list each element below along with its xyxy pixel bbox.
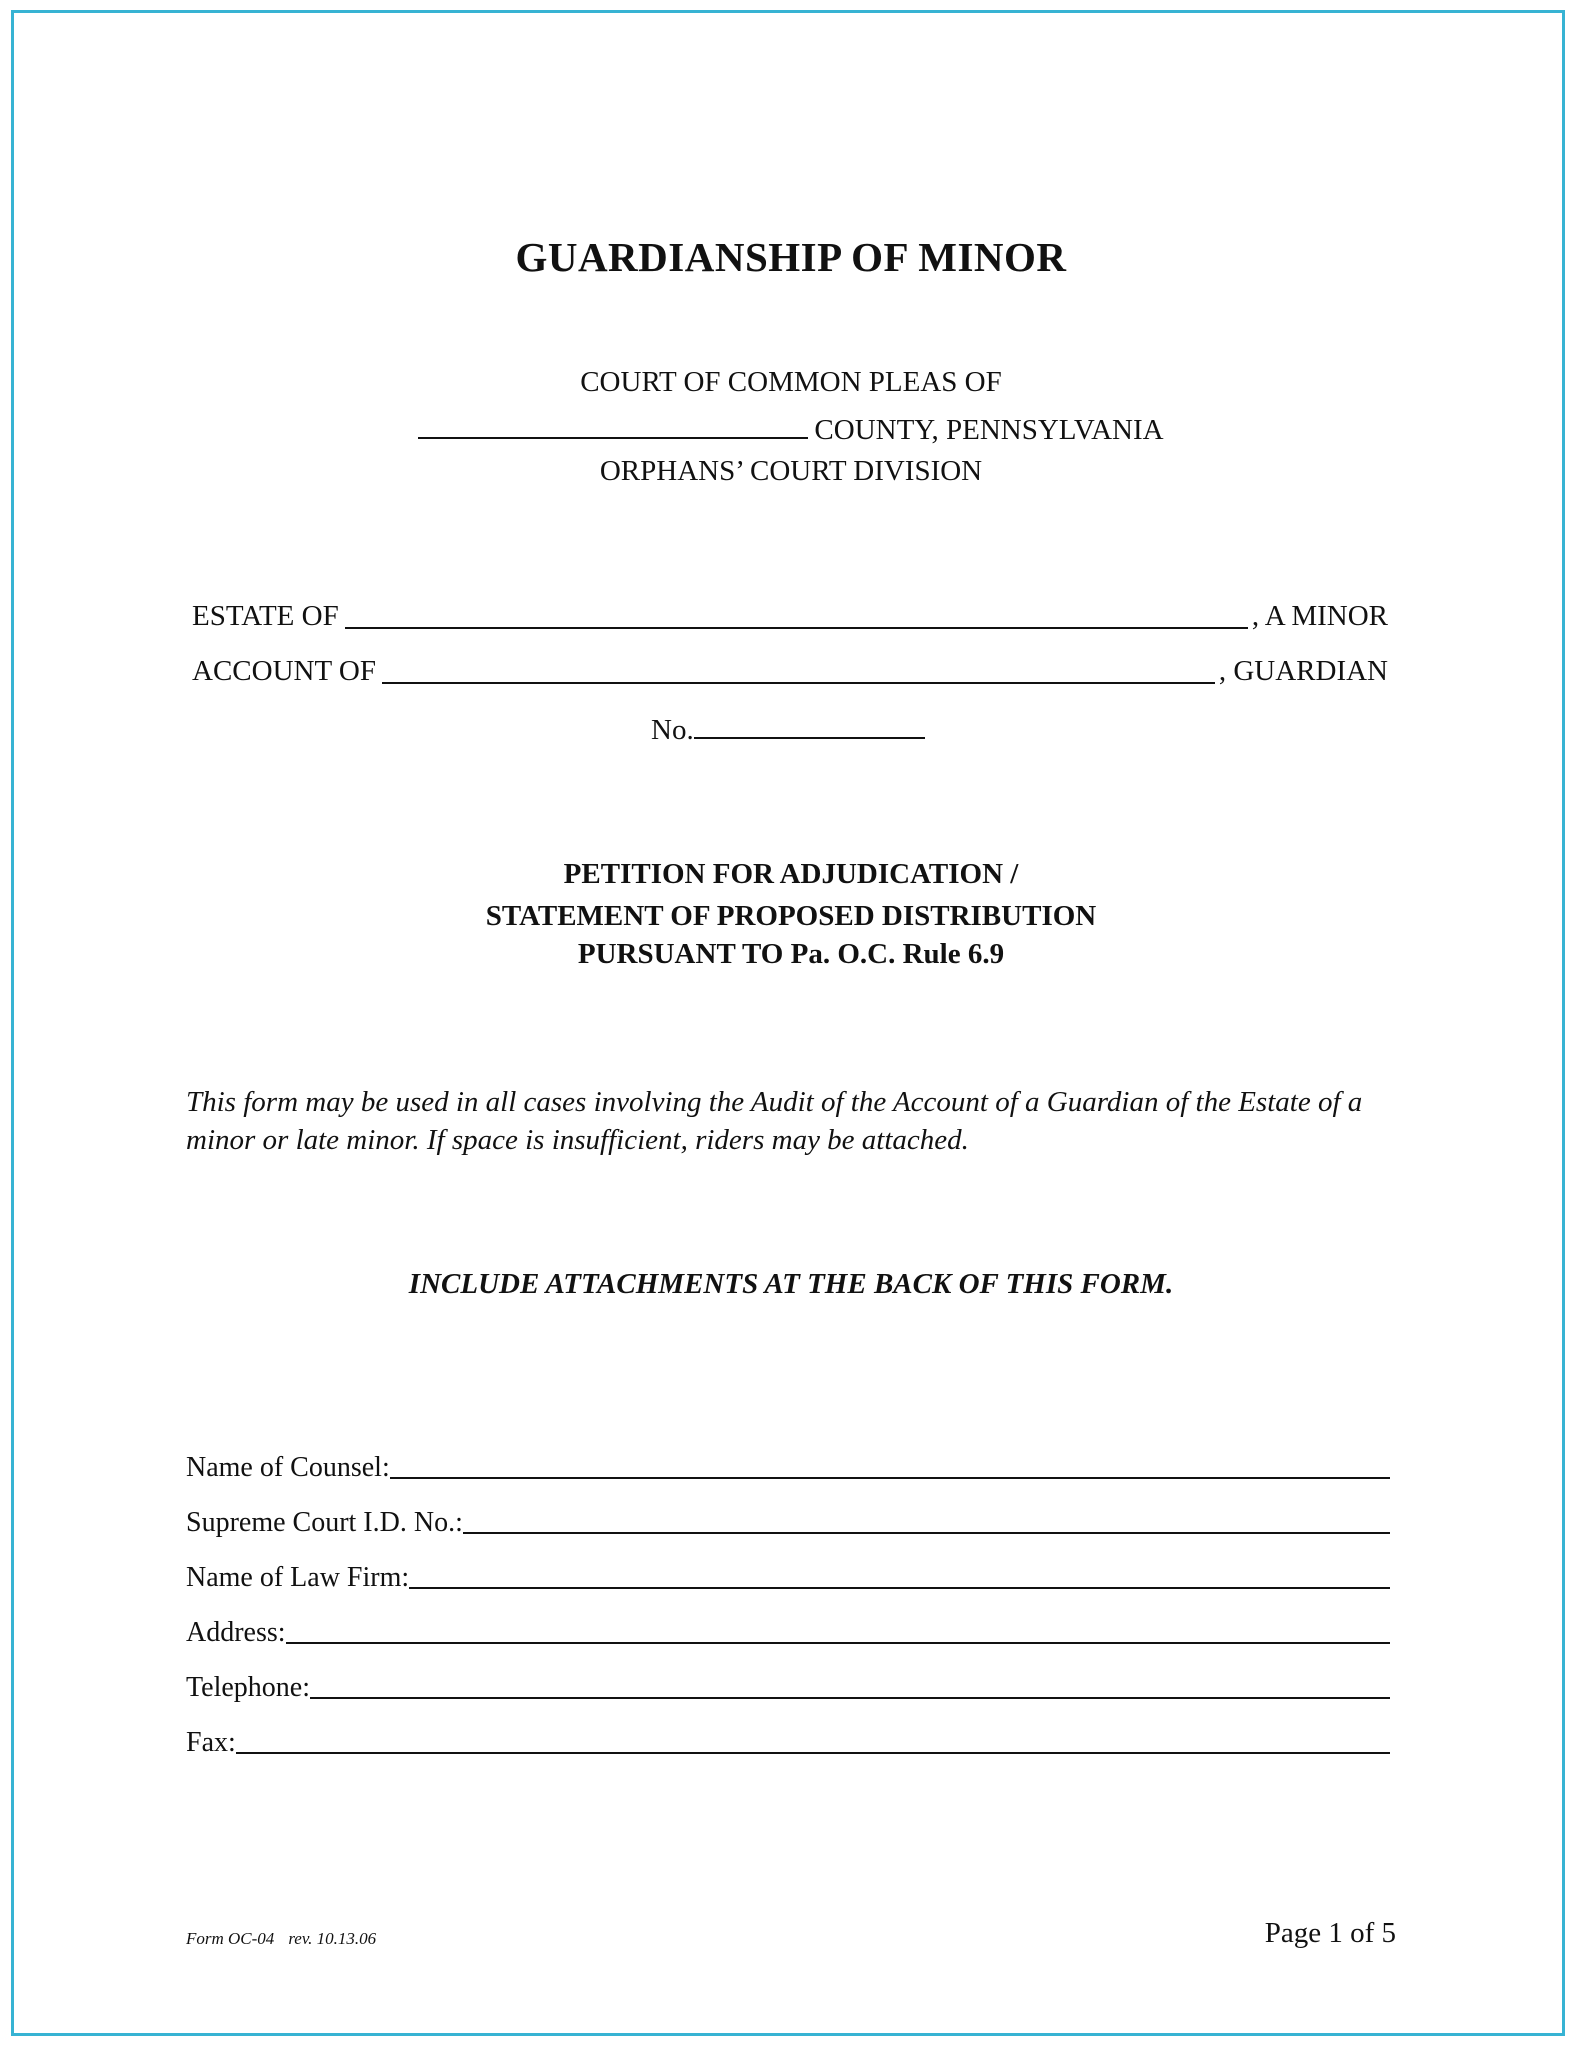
- county-line: [0, 411, 1582, 447]
- minor-suffix: , A MINOR: [1251, 600, 1388, 632]
- estate-of-row: [192, 600, 1388, 633]
- county-suffix: COUNTY, PENNSYLVANIA: [814, 414, 1164, 446]
- form-revision: rev. 10.13.06: [288, 1929, 377, 1948]
- court-name-line: COURT OF COMMON PLEAS OF: [580, 366, 1002, 398]
- page-number: Page 1 of 5: [1264, 1917, 1396, 1949]
- intro-paragraph: This form may be used in all cases involving the Audit of the Account of a Guardian of the Estate of a minor or late minor. If space is insufficient, riders may be attached.: [186, 1086, 1363, 1156]
- include-attachments-notice: INCLUDE ATTACHMENTS AT THE BACK OF THIS FORM.: [408, 1268, 1174, 1300]
- telephone-row: [186, 1672, 1390, 1704]
- form-title: GUARDIANSHIP OF MINOR: [515, 234, 1067, 280]
- law-firm-field[interactable]: [409, 1563, 1390, 1589]
- address-row: [186, 1617, 1390, 1649]
- supreme-court-id-field[interactable]: [463, 1508, 1390, 1534]
- counsel-name-row: [186, 1452, 1390, 1484]
- account-of-row: [192, 655, 1388, 688]
- law-firm-label: Name of Law Firm:: [186, 1562, 410, 1593]
- address-label: Address:: [186, 1617, 286, 1648]
- guardian-name-field[interactable]: [382, 656, 1215, 684]
- supreme-court-id-label: Supreme Court I.D. No.:: [186, 1507, 463, 1538]
- form-id: Form OC-04: [186, 1929, 275, 1948]
- telephone-field[interactable]: [310, 1673, 1390, 1699]
- form-identifier: [186, 1929, 376, 1949]
- account-of-label: ACCOUNT OF: [192, 655, 376, 687]
- minor-name-field[interactable]: [345, 601, 1248, 629]
- petition-heading-line1: PETITION FOR ADJUDICATION /: [563, 858, 1019, 890]
- court-division: ORPHANS’ COURT DIVISION: [599, 455, 983, 487]
- fax-label: Fax:: [186, 1727, 236, 1758]
- petition-heading-line2: STATEMENT OF PROPOSED DISTRIBUTION: [485, 900, 1097, 932]
- fax-row: [186, 1727, 1390, 1759]
- guardian-suffix: , GUARDIAN: [1218, 655, 1388, 687]
- supreme-court-id-row: [186, 1507, 1390, 1539]
- case-number-field[interactable]: [694, 711, 925, 739]
- estate-of-label: ESTATE OF: [192, 600, 339, 632]
- fax-field[interactable]: [236, 1728, 1390, 1754]
- address-field[interactable]: [286, 1618, 1390, 1644]
- case-number-row: [651, 711, 925, 747]
- telephone-label: Telephone:: [186, 1672, 310, 1703]
- petition-heading-line3: PURSUANT TO Pa. O.C. Rule 6.9: [577, 938, 1005, 970]
- case-number-label: No.: [651, 714, 694, 746]
- counsel-name-field[interactable]: [390, 1453, 1390, 1479]
- counsel-name-label: Name of Counsel:: [186, 1452, 390, 1483]
- county-blank-field[interactable]: [418, 411, 808, 439]
- law-firm-row: [186, 1562, 1390, 1594]
